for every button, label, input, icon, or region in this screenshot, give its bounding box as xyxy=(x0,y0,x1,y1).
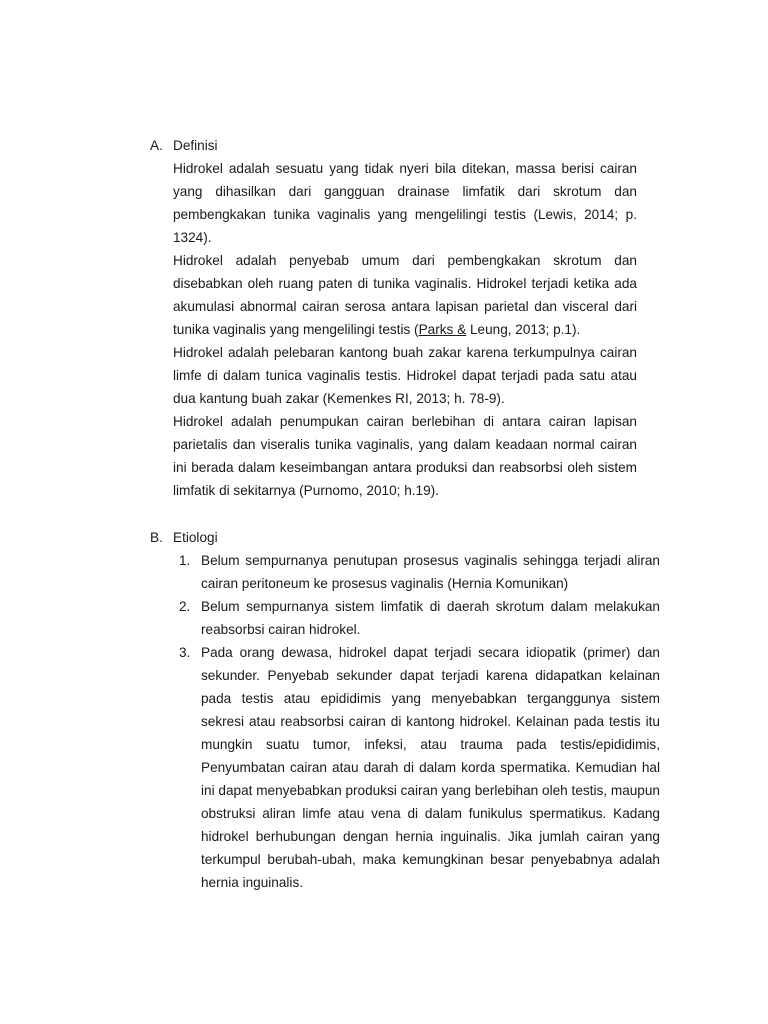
paragraph-text: Hidrokel adalah penyebab umum dari pembengkakan skrotum dan disebabkan oleh ruang paten di tunika vaginalis. Hidrokel terjadi ketika ada akumulasi abnormal cairan serosa antara lapisan parietal dan visceral dari tunika vaginalis yang mengelilingi testis ( xyxy=(173,253,637,337)
paragraph-text: Leung, 2013; p.1). xyxy=(466,322,581,337)
paragraph: Hidrokel adalah pelebaran kantong buah zakar karena terkumpulnya cairan limfe di dalam tunica vaginalis testis. Hidrokel dapat terjadi pada satu atau dua kantung buah zakar (Kemenkes RI, 2013; h. 78-9). xyxy=(173,345,637,406)
section-heading xyxy=(150,526,660,549)
list-item-text: Pada orang dewasa, hidrokel dapat terjadi secara idiopatik (primer) dan sekunder. Penyebab sekunder dapat terjadi karena didapatkan kelainan pada testis atau epididimis yang menyebabkan terganggunya sistem sekresi atau reabsorbsi cairan di kantong hidrokel. Kelainan pada testis itu mungkin suatu tumor, infeksi, atau trauma pada testis/epididimis, Penyumbatan cairan atau darah di dalam korda spermatika. Kemudian hal ini dapat menyebabkan produksi cairan yang berlebihan oleh testis, maupun obstruksi aliran limfe atau vena di dalam funikulus spermatikus. Kadang hidrokel berhubungan dengan hernia inguinalis. Jika jumlah cairan yang terkumpul berubah-ubah, maka kemungkinan besar penyebabnya adalah hernia inguinalis. xyxy=(201,645,660,890)
paragraph: Hidrokel adalah penumpukan cairan berlebihan di antara cairan lapisan parietalis dan viseralis tunika vaginalis, yang dalam keadaan normal cairan ini berada dalam keseimbangan antara produksi dan reabsorbsi oleh sistem limfatik di sekitarnya (Purnomo, 2010; h.19). xyxy=(173,414,637,498)
section-etiologi xyxy=(150,526,660,894)
list-item-number: 1. xyxy=(179,553,191,568)
list-item xyxy=(179,549,660,595)
etiology-list xyxy=(179,549,660,894)
list-item-number: 2. xyxy=(179,599,191,614)
paragraph: Hidrokel adalah sesuatu yang tidak nyeri bila ditekan, massa berisi cairan yang dihasilkan dari gangguan drainase limfatik dari skrotum dan pembengkakan tunika vaginalis yang mengelilingi testis (Lewis, 2014; p. 1324). xyxy=(173,161,637,245)
section-title: Definisi xyxy=(173,138,218,153)
section-letter: B. xyxy=(150,530,163,545)
list-item xyxy=(179,641,660,894)
list-item xyxy=(179,595,660,641)
section-heading xyxy=(150,134,660,157)
list-item-number: 3. xyxy=(179,645,191,660)
list-item-text: Belum sempurnanya penutupan prosesus vaginalis sehingga terjadi aliran cairan peritoneum ke prosesus vaginalis (Hernia Komunikan) xyxy=(201,553,660,591)
section-title: Etiologi xyxy=(173,530,218,545)
section-definisi xyxy=(150,134,660,502)
underlined-citation: Parks & xyxy=(418,322,467,337)
section-letter: A. xyxy=(150,138,163,153)
paragraph xyxy=(173,249,637,341)
list-item-text: Belum sempurnanya sistem limfatik di daerah skrotum dalam melakukan reabsorbsi cairan hidrokel. xyxy=(201,599,660,637)
